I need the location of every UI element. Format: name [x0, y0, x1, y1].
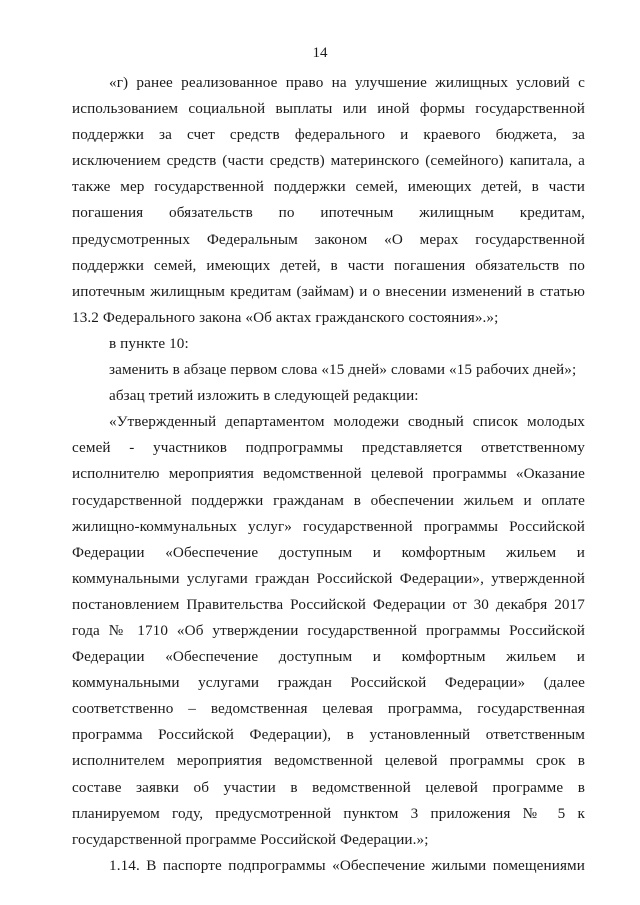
paragraph-item-g: «г) ранее реализованное право на улучшение жилищных условий с использованием социальной выплаты или иной формы государственной поддержки за счет средств федерального и краевого бюджета, за исключением средств (части средств) материнского (семейного) капитала, а также мер государственной поддержки семей, имеющих детей, в части погашения обязательств по ипотечным жилищным кредитам, предусмотренных Федеральным законом «О мерах государственной поддержки семей, имеющих детей, в части погашения обязательств по ипотечным жилищным кредитам (займам) и о внесении изменений в статью 13.2 Федерального закона «Об актах гражданского состояния».»;: [72, 74, 585, 326]
paragraph-approved-list: «Утвержденный департаментом молодежи сводный список молодых семей - участников подпрограммы представляется ответственному исполнителю мероприятия ведомственной целевой программы «Оказание государственной поддержки гражданам в обеспечении жильем и оплате жилищно-коммунальных услуг» государственной программы Российской Федерации «Обеспечение доступным и комфортным жильем и коммунальными услугами граждан Российской Федерации», утвержденной постановлением Правительства Российской Федерации от 30 декабря 2017 года № 1710 «Об утверждении государственной программы Российской Федерации «Обеспечение доступным и комфортным жильем и коммунальными услугами граждан Российской Федерации» (далее соответственно – ведомственная целевая программа, государственная программа Российской Федерации), в установленный ответственным исполнителем мероприятия ведомственной целевой программы срок в составе заявки об участии в ведомственной целевой программе в планируемом году, предусмотренной пунктом 3 приложения № 5 к государственной программе Российской Федерации.»;: [72, 413, 585, 848]
document-body: [72, 70, 585, 879]
page-number: 14: [312, 45, 328, 61]
paragraph-replace-words: заменить в абзаце первом слова «15 дней» словами «15 рабочих дней»;: [109, 361, 577, 379]
paragraph-1-14: 1.14. В паспорте подпрограммы «Обеспечение жилыми помещениями: [109, 856, 585, 874]
paragraph-point-10: в пункте 10:: [109, 334, 189, 352]
paragraph-third-abzac: абзац третий изложить в следующей редакции:: [109, 387, 419, 405]
